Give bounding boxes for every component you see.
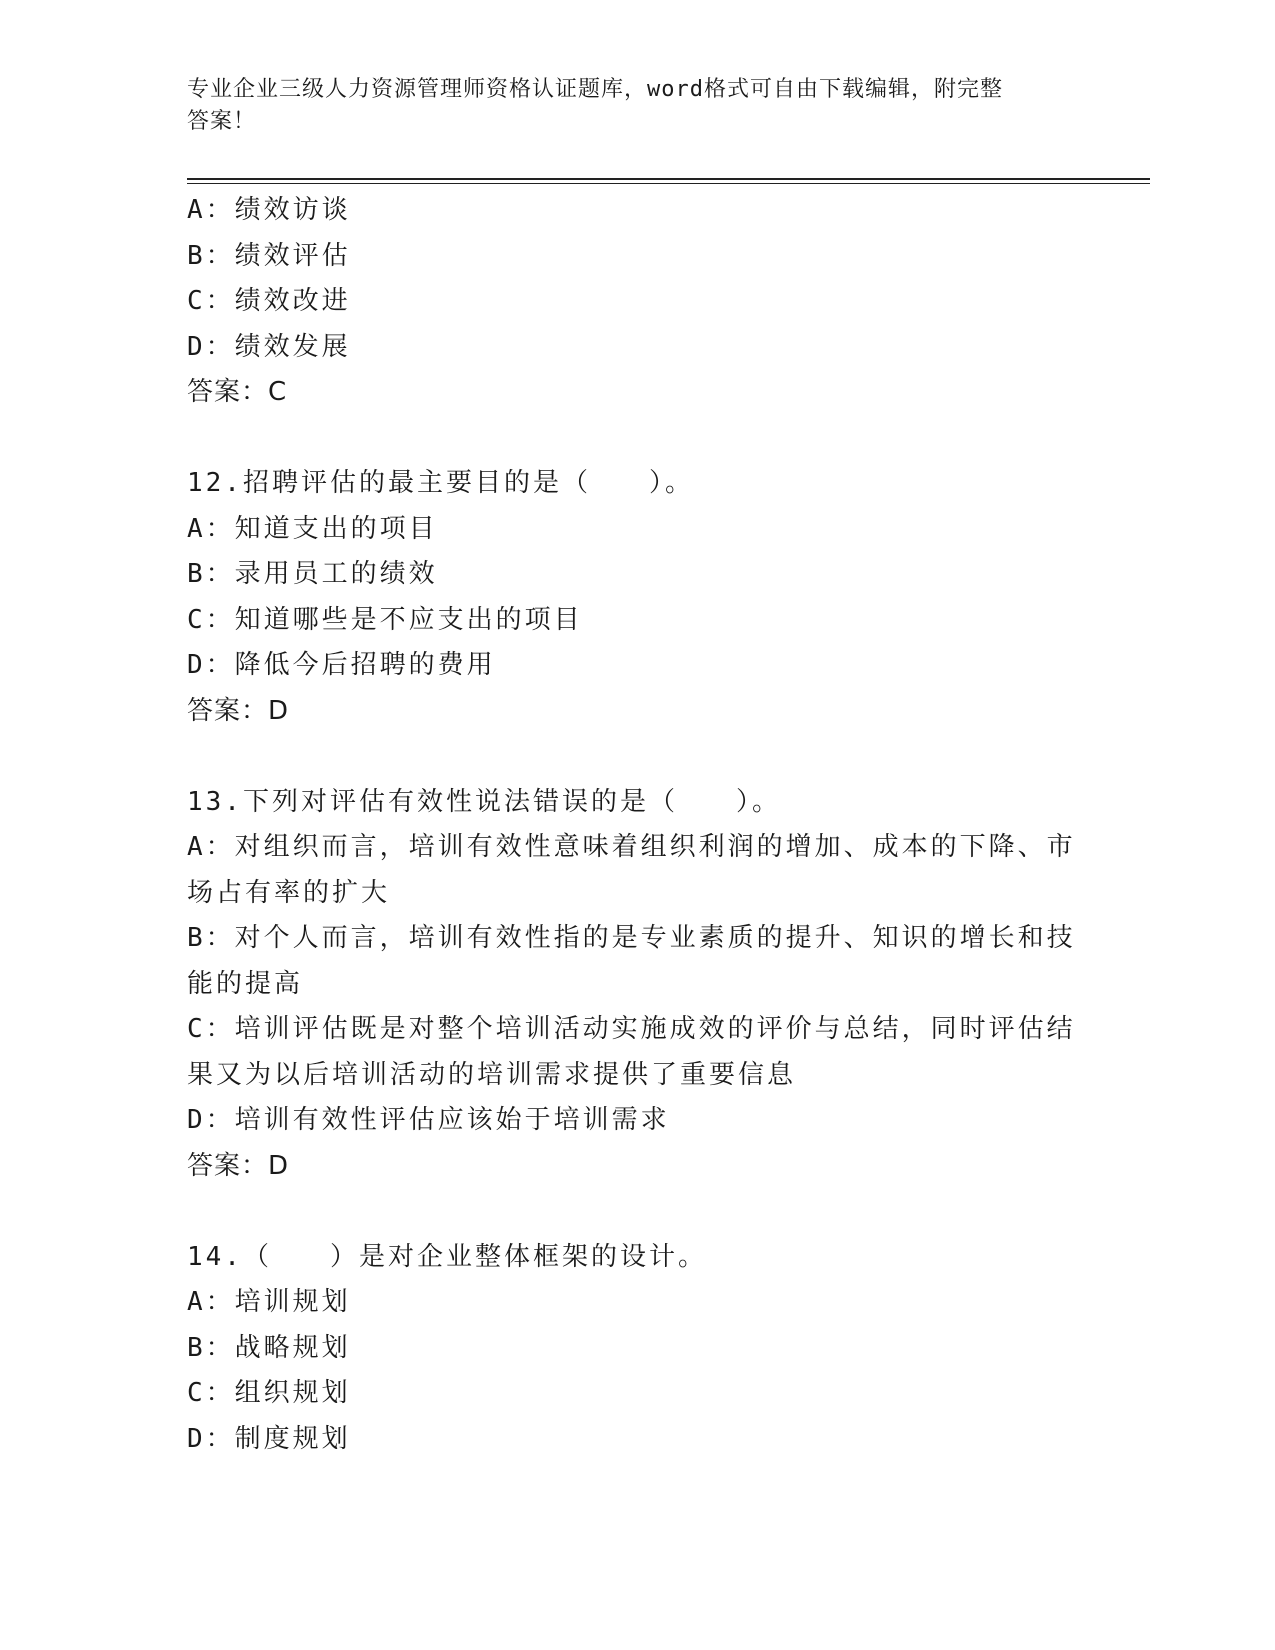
question-block-11: [187, 188, 1087, 416]
option-c: C：绩效改进: [187, 286, 351, 316]
option-b: B：战略规划: [187, 1332, 351, 1363]
question-list: [187, 188, 1087, 1462]
option-c: C：组织规划: [187, 1378, 351, 1408]
option-d: D：降低今后招聘的费用: [187, 650, 496, 680]
option-d: D：制度规划: [187, 1423, 351, 1454]
question-block-13: [187, 780, 1087, 1190]
option-c: C：知道哪些是不应支出的项目: [187, 604, 583, 635]
spacer: [187, 734, 1087, 780]
spacer: [187, 1189, 1087, 1235]
option-b: B：绩效评估: [187, 240, 351, 271]
option-a: A：知道支出的项目: [187, 513, 438, 544]
answer-line: 答案：D: [187, 695, 290, 726]
option-b: B：录用员工的绩效: [187, 559, 438, 589]
spacer: [187, 416, 1087, 462]
option-a: A：对组织而言，培训有效性意味着组织利润的增加、成本的下降、市场占有率的扩大: [187, 832, 1076, 908]
header-text-line2: 答案！: [187, 109, 257, 134]
answer-line: 答案：C: [187, 377, 288, 407]
page-header: [187, 74, 1067, 138]
header-rule-thin: [187, 183, 1150, 184]
option-d: D：培训有效性评估应该始于培训需求: [187, 1105, 670, 1135]
option-a: A：绩效访谈: [187, 195, 351, 225]
option-c: C：培训评估既是对整个培训活动实施成效的评价与总结，同时评估结果又为以后培训活动的培训需求提供了重要信息: [187, 1014, 1076, 1090]
question-stem: 14.（ ）是对企业整体框架的设计。: [187, 1241, 707, 1272]
answer-line: 答案：D: [187, 1150, 290, 1181]
question-block-14: [187, 1235, 1087, 1463]
question-block-12: [187, 461, 1087, 734]
option-a: A：培训规划: [187, 1287, 351, 1317]
option-b: B：对个人而言，培训有效性指的是专业素质的提升、知识的增长和技能的提高: [187, 923, 1076, 999]
option-d: D：绩效发展: [187, 331, 351, 362]
header-rule-thick: [187, 178, 1150, 180]
question-stem: 13.下列对评估有效性说法错误的是（ ）。: [187, 786, 781, 817]
question-stem: 12.招聘评估的最主要目的是（ ）。: [187, 468, 694, 498]
header-text-line1: 专业企业三级人力资源管理师资格认证题库，word格式可自由下载编辑，附完整: [187, 77, 1003, 102]
